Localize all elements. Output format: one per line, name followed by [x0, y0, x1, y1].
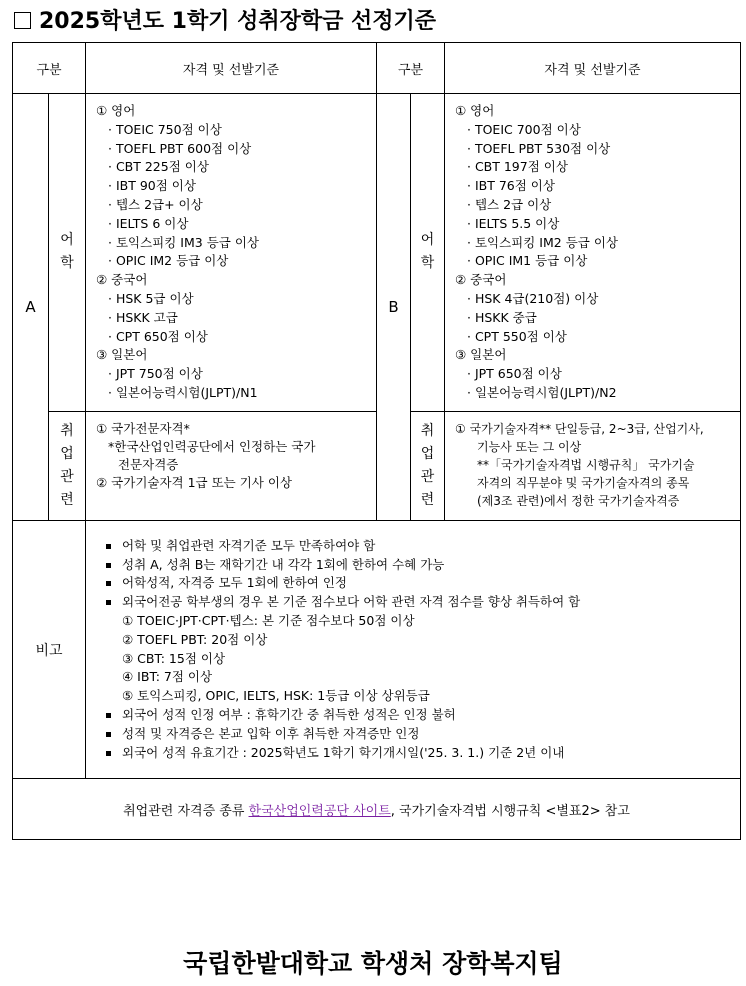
criteria-line: *한국산업인력공단에서 인정하는 국가 [108, 438, 316, 454]
note-item: 성취 A, 성취 B는 재학기간 내 각각 1회에 한하여 수혜 가능 [96, 556, 740, 575]
note-item: 외국어 성적 인정 여부 : 휴학기간 중 취득한 성적은 인정 불허 [96, 706, 740, 725]
criteria-line: · HSKK 고급 [108, 309, 178, 325]
criteria-line: · IELTS 6 이상 [108, 215, 189, 231]
checkbox-square-icon [14, 12, 31, 29]
notes-content [86, 520, 741, 779]
group-b-language-criteria [445, 94, 741, 412]
note-item: 외국어 성적 유효기간 : 2025학년도 1학기 학기개시일('25. 3. 1.) 기준 2년 이내 [96, 744, 740, 763]
criteria-line: · CBT 197점 이상 [467, 159, 568, 175]
vertical-char: 업 [60, 445, 74, 462]
vertical-char: 어 [420, 232, 435, 249]
criteria-line: · HSK 4급(210점) 이상 [467, 290, 599, 306]
group-a-label: A [13, 94, 49, 521]
criteria-line: · CPT 650점 이상 [108, 328, 208, 344]
criteria-line: · HSK 5급 이상 [108, 290, 194, 306]
criteria-line: ① 국가전문자격* [96, 420, 190, 436]
criteria-line: 기능사 또는 그 이상 [477, 439, 582, 454]
criteria-line: · OPIC IM1 등급 이상 [467, 253, 588, 269]
vertical-char: 학 [420, 255, 435, 272]
note-item: 외국어전공 학부생의 경우 본 기준 점수보다 어학 관련 자격 점수를 향상 취득하여 함 [96, 593, 740, 612]
criteria-line: · JPT 650점 이상 [467, 366, 562, 382]
criteria-line: · TOEIC 700점 이상 [467, 121, 581, 137]
criteria-line: ① 영어 [96, 103, 136, 118]
criteria-line: · TOEIC 750점 이상 [108, 121, 222, 137]
reference-row [13, 779, 741, 840]
criteria-line: · HSKK 중급 [467, 309, 537, 325]
group-a-employment-label [49, 411, 86, 520]
vertical-char: 취 [60, 422, 74, 439]
group-b-label: B [377, 94, 411, 521]
note-item: 성적 및 자격증은 본교 입학 이후 취득한 자격증만 인정 [96, 725, 740, 744]
note-subitem: ③ CBT: 15점 이상 [122, 650, 226, 666]
criteria-line: ③ 일본어 [455, 347, 507, 363]
criteria-line: **「국가기술자격법 시행규칙」 국가기술 [477, 457, 695, 472]
criteria-line: · 토익스피킹 IM3 등급 이상 [108, 234, 259, 250]
group-a-language-criteria [86, 94, 377, 412]
vertical-char: 련 [420, 491, 435, 508]
criteria-line: · 일본어능력시험(JLPT)/N1 [108, 384, 258, 400]
notes-label: 비고 [13, 520, 86, 779]
vertical-char: 학 [60, 255, 74, 272]
criteria-line: (제3조 관련)에서 정한 국가기술자격증 [477, 493, 680, 508]
group-b-language-label [411, 94, 445, 412]
criteria-line: ① 국가기술자격** 단일등급, 2~3급, 산업기사, [455, 421, 704, 436]
criteria-line: · IBT 90점 이상 [108, 178, 196, 194]
footer-department: 국립한밭대학교 학생처 장학복지팀 [183, 949, 563, 978]
vertical-char: 어 [60, 232, 74, 249]
criteria-line: · TOEFL PBT 600점 이상 [108, 140, 252, 156]
reference-cell [13, 779, 741, 840]
page-title [14, 4, 436, 35]
group-a-employment-criteria [86, 411, 377, 520]
group-b-employment-criteria [445, 411, 741, 520]
header-criteria: 자격 및 선발기준 [86, 43, 377, 94]
header-row [13, 43, 741, 94]
note-subitem: ① TOEIC·JPT·CPT·텝스: 본 기준 점수보다 50점 이상 [122, 612, 415, 628]
note-subitem: ② TOEFL PBT: 20점 이상 [122, 631, 268, 647]
criteria-line: ② 국가기술자격 1급 또는 기사 이상 [96, 474, 293, 490]
criteria-line: · IBT 76점 이상 [467, 178, 555, 194]
note-item: 어학 및 취업관련 자격기준 모두 만족하여야 함 [96, 537, 740, 556]
criteria-line: · CBT 225점 이상 [108, 159, 209, 175]
criteria-line: · TOEFL PBT 530점 이상 [467, 140, 611, 156]
criteria-line: · IELTS 5.5 이상 [467, 215, 560, 231]
criteria-line: 전문자격증 [118, 456, 179, 472]
header-group: 구분 [13, 43, 86, 94]
language-row [13, 94, 741, 412]
vertical-char: 관 [60, 468, 74, 485]
reference-prefix: 취업관련 자격증 종류 [123, 803, 249, 819]
note-item: 어학성적, 자격증 모두 1회에 한하여 인정 [96, 574, 740, 593]
notes-row [13, 520, 741, 779]
criteria-line: · JPT 750점 이상 [108, 366, 203, 382]
header-criteria-b: 자격 및 선발기준 [445, 43, 741, 94]
group-a-language-label [49, 94, 86, 412]
note-subitem: ④ IBT: 7점 이상 [122, 669, 213, 685]
criteria-line: · 토익스피킹 IM2 등급 이상 [467, 234, 618, 250]
note-subitem: ⑤ 토익스피킹, OPIC, IELTS, HSK: 1등급 이상 상위등급 [122, 688, 430, 704]
vertical-char: 업 [420, 445, 435, 462]
criteria-line: · 텝스 2급 이상 [467, 196, 552, 212]
group-b-employment-label [411, 411, 445, 520]
criteria-line: ② 중국어 [455, 272, 507, 288]
vertical-char: 련 [60, 491, 74, 508]
criteria-line: ① 영어 [455, 103, 495, 118]
reference-suffix: , 국가기술자격법 시행규칙 <별표2> 참고 [390, 803, 630, 819]
hrdkorea-site-link[interactable]: 한국산업인력공단 사이트 [248, 803, 391, 819]
header-group-b: 구분 [377, 43, 445, 94]
page-title-text: 2025학년도 1학기 성취장학금 선정기준 [39, 9, 437, 34]
criteria-line: · CPT 550점 이상 [467, 328, 567, 344]
criteria-table [12, 42, 741, 840]
criteria-line: ② 중국어 [96, 272, 148, 288]
criteria-line: ③ 일본어 [96, 347, 148, 363]
criteria-line: · 텝스 2급+ 이상 [108, 196, 203, 212]
criteria-line: 자격의 직무분야 및 국가기술자격의 종목 [477, 475, 690, 490]
vertical-char: 관 [420, 468, 435, 485]
vertical-char: 취 [420, 422, 435, 439]
criteria-line: · OPIC IM2 등급 이상 [108, 253, 229, 269]
criteria-line: · 일본어능력시험(JLPT)/N2 [467, 384, 617, 400]
